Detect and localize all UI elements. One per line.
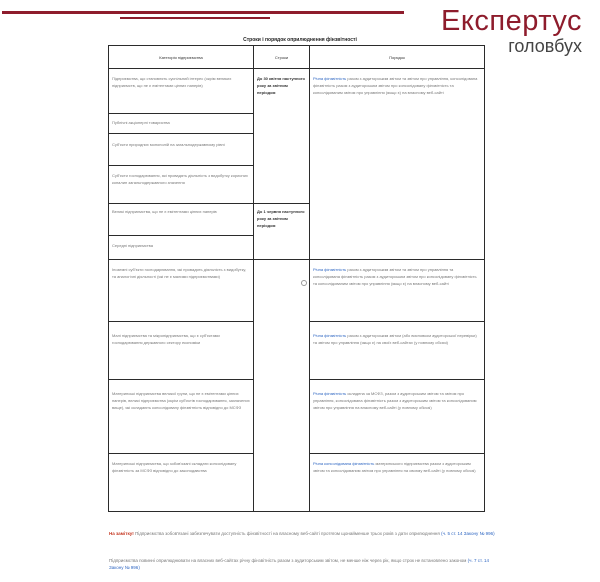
procedure-cell: [310, 322, 485, 380]
procedure-cell: [310, 260, 485, 322]
table-row: [109, 260, 485, 322]
category-cell: Суб'єкти природних монополій на загальнодержавному рівні: [109, 134, 254, 166]
deadline-cell-empty: [254, 260, 310, 512]
procedure-link[interactable]: Річна фінзвітність: [313, 333, 347, 338]
note-text: Підприємства повинні оприлюднювати на власних веб-сайтах річну фінзвітність разом з аудиторським звітом, не менше ніж через рік, якщо строк не встановлено законом: [109, 558, 467, 563]
category-cell: Іноземні суб'єкти господарювання, які провадять діяльність з видобутку, та аналогічні діяльності (які не є малими підприємствами): [109, 260, 254, 322]
category-cell: Материнські підприємства великої групи, що не є емітентами цінних паперів, великі підприємства (окрім суб'єктів господарювання, зазначених вище), які складають консолідовану фінзвітність відповідно до МСФЗ: [109, 380, 254, 454]
column-header-procedure: Порядок: [310, 46, 485, 69]
category-cell: Публічні акціонерні товариства: [109, 114, 254, 134]
category-cell: Підприємства, що становлять суспільний інтерес (окрім великих підприємств, що не є емітентами цінних паперів): [109, 69, 254, 114]
deadline-text: До 1 червня наступного року за звітним періодом: [257, 209, 305, 228]
procedure-text: разом з аудиторським звітом (або висновком аудиторської перевірки) та звітом про управління (якщо є) на своїх веб-сайтах (у повному обсязі): [313, 333, 477, 345]
table-header-row: [109, 46, 485, 69]
note-text: Підприємства зобов'язані забезпечувати доступність фінзвітності на власному веб-сайті протягом щонайменше трьох років з дати оприлюднення: [135, 531, 440, 536]
procedure-link[interactable]: Річна фінзвітність: [313, 391, 347, 396]
table-row: [109, 69, 485, 114]
header-rule-short: [120, 17, 270, 19]
brand-subtitle: головбух: [508, 36, 582, 56]
category-cell: Середні підприємства: [109, 236, 254, 260]
loading-spinner-icon: [301, 280, 307, 286]
header-rule-long: [2, 11, 404, 14]
law-reference-link[interactable]: (ч. 7 ст. 14 Закону № 996): [109, 558, 490, 570]
deadline-text: До 30 квітня наступного року за звітним періодом: [257, 76, 305, 95]
column-header-deadline: Строки: [254, 46, 310, 69]
note-label: На замітку!: [109, 531, 134, 536]
column-header-category: Категорія підприємства: [109, 46, 254, 69]
procedure-link[interactable]: Річна консолідована фінзвітність: [313, 461, 375, 466]
deadlines-table: [108, 45, 485, 512]
category-cell: Великі підприємства, що не є емітентами цінних паперів: [109, 204, 254, 236]
brand-name: Експертус: [441, 5, 582, 37]
deadline-cell: [254, 204, 310, 260]
procedure-text: разом з аудиторським звітом та звітом про управління, консолідована фінзвітність разом з аудиторським звітом про консолідовану фінзвітність та консолідованим звітом про управління (якщо є) на власному веб-сайті: [313, 76, 478, 95]
category-cell: Малі підприємства та мікропідприємства, що є суб'єктами господарювання державного сектору економіки: [109, 322, 254, 380]
procedure-cell: [310, 454, 485, 512]
procedure-link[interactable]: Річна фінзвітність: [313, 267, 347, 272]
note-paragraph-1: [109, 530, 501, 537]
procedure-text: складена за МСФЗ, разом з аудиторським звітом та звітом про управління, консолідована фінзвітність разом з аудиторським звітом та консолідованим звітом про управління на власному веб-сайті (у повному обсязі): [313, 391, 477, 410]
procedure-cell: [310, 380, 485, 454]
procedure-cell: [310, 69, 485, 260]
deadline-cell: [254, 69, 310, 204]
law-reference-link[interactable]: (ч. 5 ст. 14 Закону № 996): [441, 531, 495, 536]
document-title: Строки і порядок оприлюднення фінзвітності: [243, 37, 357, 43]
category-cell: Суб'єкти господарювання, які провадять діяльність з видобутку корисних копалин загальнодержавного значення: [109, 166, 254, 204]
procedure-text: материнського підприємства разом з аудиторським звітом та консолідованим звітом про управління на своєму веб-сайті (у повному обсязі): [313, 461, 476, 473]
procedure-text: разом з аудиторським звітом та звітом про управління та консолідована фінзвітність разом з аудиторським звітом про консолідовану фінзвітність та консолідованим звітом про управління (якщо є) на власному веб-сайті: [313, 267, 477, 286]
note-paragraph-2: [109, 557, 501, 571]
procedure-link[interactable]: Річна фінзвітність: [313, 76, 347, 81]
category-cell: Материнські підприємства, що зобов'язані складати консолідовану фінзвітність за МСФЗ відповідно до законодавства: [109, 454, 254, 512]
